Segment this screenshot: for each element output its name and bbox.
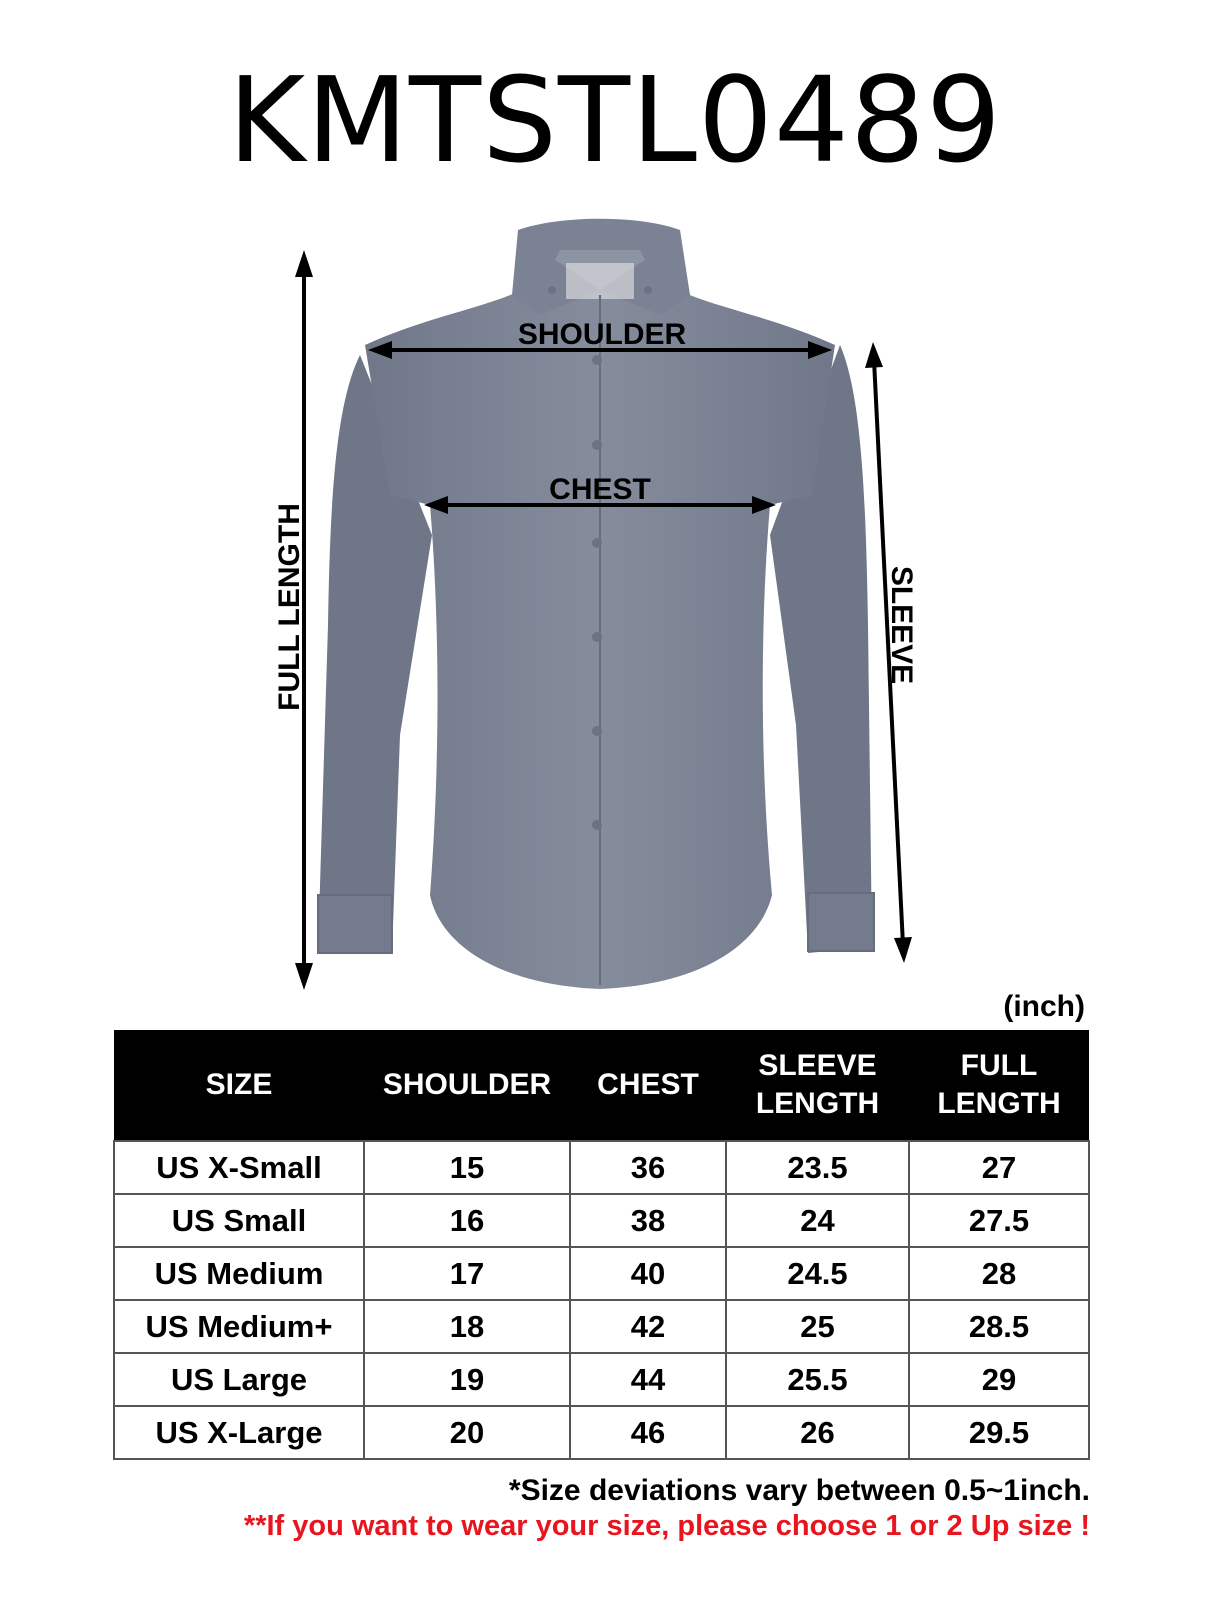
cell-sleeve: 23.5	[726, 1141, 909, 1194]
table-row	[114, 1141, 1089, 1194]
header-full-length: FULL LENGTH	[909, 1030, 1089, 1141]
cell-shoulder: 16	[364, 1194, 570, 1247]
size-up-recommendation: **If you want to wear your size, please choose 1 or 2 Up size !	[243, 1510, 1090, 1542]
cell-full-length: 27.5	[909, 1194, 1089, 1247]
chest-label: CHEST	[549, 473, 651, 506]
cell-shoulder: 20	[364, 1406, 570, 1459]
cell-chest: 42	[570, 1300, 726, 1353]
cell-size: US X-Large	[114, 1406, 364, 1459]
table-row	[114, 1194, 1089, 1247]
header-chest: CHEST	[570, 1030, 726, 1141]
unit-label: (inch)	[1003, 990, 1085, 1023]
cell-chest: 40	[570, 1247, 726, 1300]
cell-full-length: 28.5	[909, 1300, 1089, 1353]
header-sleeve-length: SLEEVE LENGTH	[726, 1030, 909, 1141]
cell-size: US Medium	[114, 1247, 364, 1300]
table-row	[114, 1247, 1089, 1300]
cell-sleeve: 26	[726, 1406, 909, 1459]
cell-shoulder: 17	[364, 1247, 570, 1300]
shirt-measurement-diagram	[0, 205, 1230, 995]
cell-size: US X-Small	[114, 1141, 364, 1194]
cell-full-length: 27	[909, 1141, 1089, 1194]
cell-chest: 46	[570, 1406, 726, 1459]
header-size: SIZE	[114, 1030, 364, 1141]
cell-shoulder: 19	[364, 1353, 570, 1406]
sleeve-label: SLEEVE	[885, 565, 918, 685]
cell-sleeve: 25.5	[726, 1353, 909, 1406]
header-shoulder: SHOULDER	[364, 1030, 570, 1141]
table-row	[114, 1406, 1089, 1459]
table-header-row	[114, 1030, 1089, 1141]
cell-chest: 44	[570, 1353, 726, 1406]
full-length-label: FULL LENGTH	[273, 503, 306, 711]
cell-sleeve: 24.5	[726, 1247, 909, 1300]
cell-sleeve: 25	[726, 1300, 909, 1353]
cell-size: US Medium+	[114, 1300, 364, 1353]
cell-shoulder: 15	[364, 1141, 570, 1194]
cell-size: US Small	[114, 1194, 364, 1247]
cell-full-length: 29.5	[909, 1406, 1089, 1459]
cell-chest: 36	[570, 1141, 726, 1194]
cell-sleeve: 24	[726, 1194, 909, 1247]
table-row	[114, 1300, 1089, 1353]
size-deviation-note: *Size deviations vary between 0.5~1inch.	[508, 1474, 1090, 1507]
table-row	[114, 1353, 1089, 1406]
shoulder-label: SHOULDER	[517, 318, 687, 351]
cell-shoulder: 18	[364, 1300, 570, 1353]
size-chart-table	[113, 1030, 1090, 1460]
cell-full-length: 28	[909, 1247, 1089, 1300]
product-code-title: KMTSTL0489	[227, 51, 1003, 189]
cell-full-length: 29	[909, 1353, 1089, 1406]
cell-chest: 38	[570, 1194, 726, 1247]
cell-size: US Large	[114, 1353, 364, 1406]
